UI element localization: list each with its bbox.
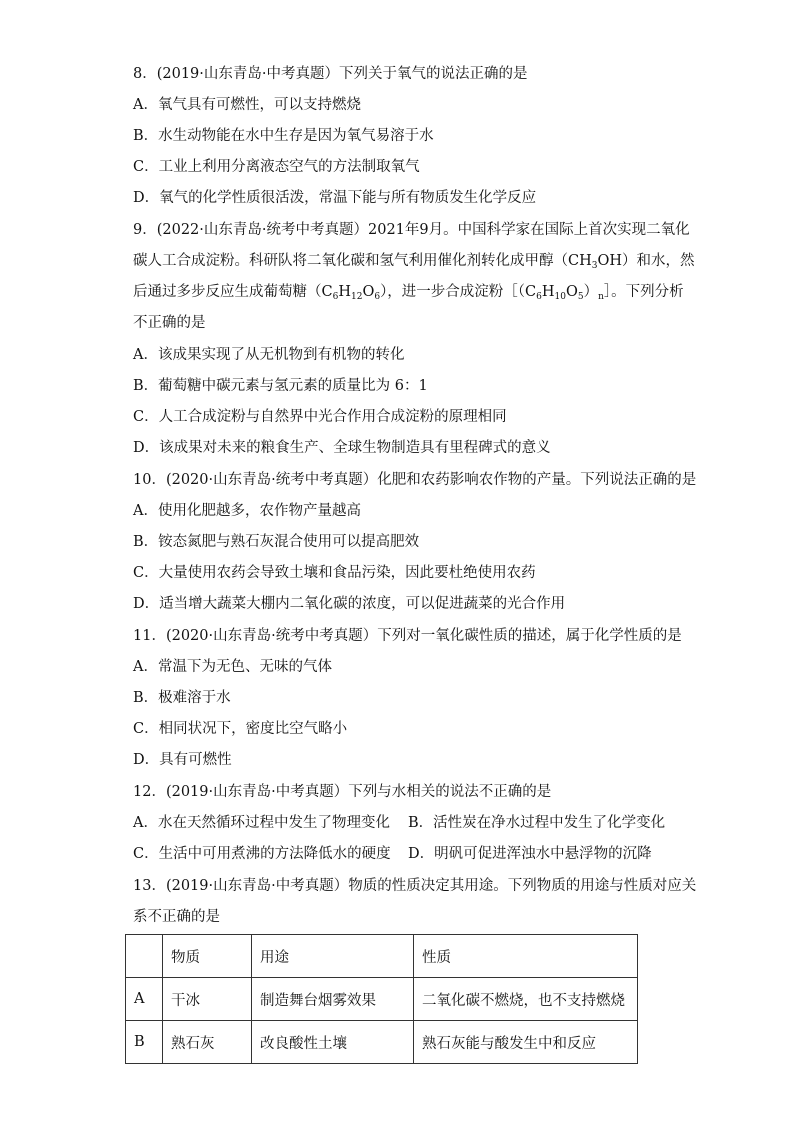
question-11-option-b: B．极难溶于水 [133,690,231,706]
table-row [126,1021,638,1064]
table-header-row [126,935,638,978]
question-12-option-c: C．生活中可用煮沸的方法降低水的硬度 [133,846,391,862]
question-10-stem: 10．(2020·山东青岛·统考中考真题）化肥和农药影响农作物的产量。下列说法正确的是 [133,472,697,488]
table-cell: B [126,1021,163,1064]
question-13-stem-line-1: 13．(2019·山东青岛·中考真题）物质的性质决定其用途。下列物质的用途与性质对应关 [133,878,697,894]
table-cell: 熟石灰 [163,1021,252,1064]
table-cell: 二氧化碳不燃烧，也不支持燃烧 [414,978,638,1021]
question-8-option-c: C．工业上利用分离液态空气的方法制取氧气 [133,159,420,175]
question-9-stem-line-2: 碳人工合成淀粉。科研队将二氧化碳和氢气利用催化剂转化成甲醇$(CH_3OH)$和水，然 [133,253,695,271]
question-11-option-a: A．常温下为无色、无味的气体 [133,659,332,675]
question-13-table [125,934,638,1064]
table-cell: 制造舞台烟雾效果 [252,978,414,1021]
question-11-option-d: D．具有可燃性 [133,752,232,768]
question-10-option-a: A．使用化肥越多，农作物产量越高 [133,503,361,519]
question-13-stem-line-2: 系不正确的是 [133,909,220,925]
question-9-stem-line-4: 不正确的是 [133,315,206,331]
table-cell: A [126,978,163,1021]
question-8-option-d: D．氧气的化学性质很活泼，常温下能与所有物质发生化学反应 [133,190,537,206]
question-9-stem-line-3: 后通过多步反应生成葡萄糖$(C_6H_{12}O_6)$，进一步合成淀粉$[(C_6H_{10}O_5)_n]$。下列分析 [133,284,684,302]
question-11-option-c: C．相同状况下，密度比空气略小 [133,721,348,737]
table-header-cell: 性质 [414,935,638,978]
question-10-option-d: D．适当增大蔬菜大棚内二氧化碳的浓度，可以促进蔬菜的光合作用 [133,596,566,612]
question-9-option-c: C．人工合成淀粉与自然界中光合作用合成淀粉的原理相同 [133,409,507,425]
table-cell: 干冰 [163,978,252,1021]
table-header-cell [126,935,163,978]
question-12-option-d: D．明矾可促进浑浊水中悬浮物的沉降 [408,846,652,862]
question-10-option-b: B．铵态氮肥与熟石灰混合使用可以提高肥效 [133,534,420,550]
question-10-option-c: C．大量使用农药会导致土壤和食品污染，因此要杜绝使用农药 [133,565,536,581]
table-row [126,978,638,1021]
question-12-stem: 12．(2019·山东青岛·中考真题）下列与水相关的说法不正确的是 [133,784,552,800]
question-11-stem: 11．(2020·山东青岛·统考中考真题）下列对一氧化碳性质的描述，属于化学性质的是 [133,628,682,644]
question-12-option-a: A．水在天然循环过程中发生了物理变化 [133,815,390,831]
question-12-option-b: B．活性炭在净水过程中发生了化学变化 [408,815,666,831]
question-9-option-a: A．该成果实现了从无机物到有机物的转化 [133,347,405,363]
question-8-stem: 8．(2019·山东青岛·中考真题）下列关于氧气的说法正确的是 [133,66,528,82]
question-9-stem-line-1: 9．(2022·山东青岛·统考中考真题）2021年9月。中国科学家在国际上首次实现二氧化 [133,222,690,238]
table-cell: 熟石灰能与酸发生中和反应 [414,1021,638,1064]
table-header-cell: 用途 [252,935,414,978]
question-9-option-d: D．该成果对未来的粮食生产、全球生物制造具有里程碑式的意义 [133,440,551,456]
question-8-option-b: B．水生动物能在水中生存是因为氧气易溶于水 [133,128,434,144]
question-9-option-b: B．葡萄糖中碳元素与氢元素的质量比为 6：1 [133,378,428,394]
question-8-option-a: A．氧气具有可燃性，可以支持燃烧 [133,97,361,113]
table-header-cell: 物质 [163,935,252,978]
table-cell: 改良酸性土壤 [252,1021,414,1064]
